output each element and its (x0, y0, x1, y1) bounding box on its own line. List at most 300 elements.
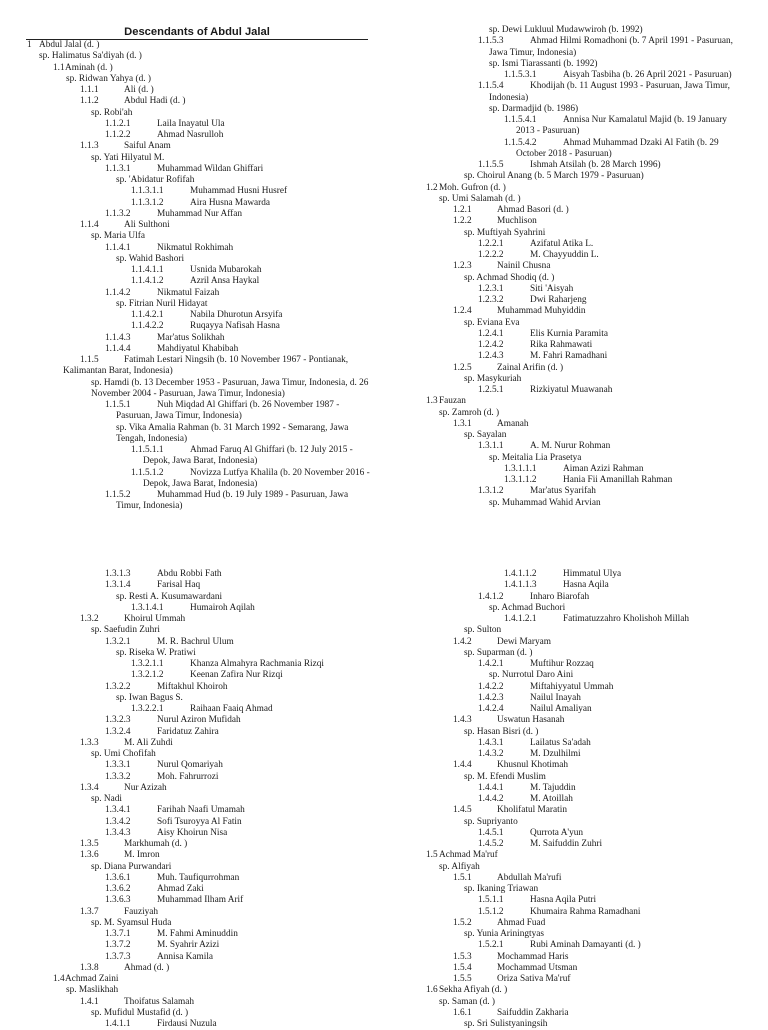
descendant-entry (400, 749, 768, 760)
tree-column-3 (0, 569, 368, 1030)
generation-number: 1.3.2.1.1 (131, 659, 164, 669)
entry-continuation (400, 48, 768, 59)
descendant-entry (400, 873, 768, 884)
person-name: Fauziyah (124, 906, 159, 917)
spouse-name: sp. Sulton (464, 625, 502, 636)
descendant-entry (400, 738, 768, 749)
person-name: Abdullah Ma'rufi (497, 872, 562, 883)
generation-number: 1.3.4.2 (105, 816, 131, 827)
entry-continuation (0, 479, 368, 490)
spouse-entry (400, 625, 768, 636)
generation-number: 1.1.5.1 (105, 400, 131, 410)
entry-continuation (400, 126, 768, 137)
generation-number: 1.2.4.1 (478, 328, 504, 339)
person-name: Muh. Taufiqurrohman (157, 872, 240, 883)
descendant-entry (0, 1019, 368, 1030)
descendant-entry (400, 850, 768, 861)
person-name: Achmad Ma'ruf (439, 850, 498, 861)
spouse-name: sp. Muftiyah Syahrini (464, 227, 546, 238)
descendant-entry (0, 468, 368, 479)
generation-number: 1.4.2.1 (478, 659, 504, 669)
descendant-entry (400, 441, 768, 452)
generation-number: 1 (27, 40, 32, 50)
generation-number: 1.2.1 (453, 205, 472, 215)
spouse-name: sp. Ismi Tiarassanti (b. 1992) (489, 58, 598, 69)
person-name: Nurul Qomariyah (157, 760, 223, 771)
generation-number: 1.3.1.3 (105, 569, 131, 579)
descendant-entry (0, 614, 368, 625)
descendant-entry (400, 486, 768, 497)
descendant-entry (0, 772, 368, 783)
spouse-name: sp. Halimatus Sa'diyah (d. ) (39, 51, 142, 62)
spouse-name: sp. Eviana Eva (464, 317, 520, 328)
descendant-entry (0, 243, 368, 254)
person-name: Zainal Arifin (d. ) (497, 362, 564, 373)
descendant-entry (0, 130, 368, 141)
spouse-name: sp. M. Syamsul Huda (91, 917, 172, 928)
spouse-name: sp. Suparman (d. ) (464, 647, 533, 658)
descendant-entry (0, 186, 368, 197)
descendant-entry (0, 929, 368, 940)
spouse-entry (400, 603, 768, 614)
descendant-entry (400, 963, 768, 974)
page-title: Descendants of Abdul Jalal (26, 25, 368, 40)
person-name: Aiman Azizi Rahman (563, 463, 644, 474)
descendant-entry (400, 363, 768, 374)
descendant-entry (400, 985, 768, 996)
spouse-entry (0, 74, 368, 85)
person-name: Humairoh Aqilah (190, 602, 255, 613)
tree-column-4 (400, 569, 768, 1030)
generation-number: 1.2.4.3 (478, 351, 504, 362)
descendant-entry (400, 81, 768, 92)
descendant-entry (0, 839, 368, 850)
continuation-text: Depok, Jawa Barat, Indonesia) (143, 478, 258, 489)
person-name: Laila Inayatul Ula (157, 118, 225, 129)
person-name: A. M. Nurur Rohman (530, 441, 611, 452)
spouse-entry (400, 884, 768, 895)
spouse-entry (400, 648, 768, 659)
spouse-entry (400, 929, 768, 940)
person-name: Khumaira Rahma Ramadhani (530, 906, 641, 917)
tree-column-1 (0, 40, 368, 513)
person-name: Nailul Amaliyan (530, 704, 592, 714)
person-name: Nuh Miqdad Al Ghiffari (b. 26 November 1987 - (157, 400, 340, 410)
person-name: Sekha Afiyah (d. ) (439, 985, 508, 996)
spouse-name: sp. Alfiyah (439, 861, 480, 872)
person-name: Raihaan Faaiq Ahmad (190, 704, 273, 714)
person-name: Oriza Sativa Ma'ruf (497, 974, 571, 984)
descendant-entry (0, 963, 368, 974)
descendant-entry (400, 464, 768, 475)
descendant-entry (400, 250, 768, 261)
descendant-entry (0, 704, 368, 715)
descendant-entry (0, 220, 368, 231)
descendant-entry (400, 637, 768, 648)
spouse-entry (0, 648, 368, 659)
generation-number: 1.1.4.2 (105, 287, 131, 298)
generation-number: 1.4.1 (80, 996, 99, 1007)
spouse-name: sp. Darmadjid (b. 1986) (489, 103, 579, 114)
descendant-entry (400, 940, 768, 951)
descendant-entry (400, 794, 768, 805)
spouse-entry (0, 693, 368, 704)
spouse-name: sp. Hasan Bisri (d. ) (464, 726, 539, 737)
person-name: Markhumah (d. ) (124, 839, 188, 849)
descendant-entry (400, 1008, 768, 1019)
person-name: Amanah (497, 418, 529, 429)
person-name: Nabila Dhurotun Arsyifa (190, 310, 283, 320)
spouse-entry (0, 51, 368, 62)
person-name: Khodijah (b. 11 August 1993 - Pasuruan, Jawa Timur, (530, 81, 730, 92)
person-name: Sofi Tsuroyya Al Fatin (157, 816, 242, 827)
spouse-entry (400, 104, 768, 115)
spouse-name: sp. Resti A. Kusumawardani (116, 591, 223, 602)
person-name: Annisa Kamila (157, 951, 214, 962)
descendant-entry (0, 569, 368, 580)
spouse-entry (400, 453, 768, 464)
generation-number: 1.1.5.1.2 (131, 467, 164, 478)
spouse-entry (0, 254, 368, 265)
descendant-entry (400, 385, 768, 396)
person-name: Thoifatus Salamah (124, 996, 194, 1007)
person-name: Ahmad Hilmi Romadhoni (b. 7 April 1991 - Pasuruan, (530, 36, 733, 47)
person-name: Fatimah Lestari Ningsih (b. 10 November 1967 - Pontianak, (124, 355, 349, 365)
generation-number: 1.5.5 (453, 974, 472, 984)
generation-number: 1.3.2.2.1 (131, 704, 164, 714)
generation-number: 1.5 (426, 850, 438, 861)
person-name: Mar'atus Syarifah (530, 486, 596, 497)
person-name: M. Dzulhilmi (530, 749, 581, 759)
spouse-name: sp. Masykuriah (464, 373, 522, 384)
generation-number: 1.1.5.4.1 (504, 115, 537, 125)
person-name: Khusnul Khotimah (497, 760, 569, 771)
descendant-entry (400, 569, 768, 580)
spouse-name: sp. Yunia Ariningtyas (464, 929, 544, 939)
person-name: Fauzan (439, 396, 466, 407)
generation-number: 1.3.6.2 (105, 884, 131, 894)
person-name: Mahdiyatul Khabibah (157, 343, 239, 354)
descendant-entry (400, 839, 768, 850)
descendant-entry (0, 265, 368, 276)
descendant-entry (0, 96, 368, 107)
person-name: M. Tajuddin (530, 782, 576, 793)
spouse-entry (0, 749, 368, 760)
descendant-entry (400, 715, 768, 726)
generation-number: 1.3.1.1.2 (504, 475, 537, 485)
person-name: Farisal Haq (157, 580, 201, 591)
person-name: Ali (d. ) (124, 85, 154, 95)
person-name: Muhammad Nur Affan (157, 208, 243, 219)
person-name: Ahmad Fuad (497, 917, 546, 928)
person-name: Aisy Khoirun Nisa (157, 827, 228, 838)
generation-number: 1.1.4.1.1 (131, 265, 164, 275)
descendant-entry (0, 141, 368, 152)
person-name: M. R. Bachrul Ulum (157, 636, 234, 647)
person-name: M. Ali Zuhdi (124, 737, 173, 748)
descendant-entry (400, 918, 768, 929)
entry-continuation (400, 149, 768, 160)
descendant-entry (0, 907, 368, 918)
generation-number: 1.5.4 (453, 962, 472, 973)
descendant-entry (400, 239, 768, 250)
generation-number: 1.1 (53, 62, 65, 73)
generation-number: 1.3.5 (80, 839, 99, 849)
generation-number: 1.3.4 (80, 782, 99, 793)
descendant-entry (400, 760, 768, 771)
descendant-entry (0, 850, 368, 861)
descendant-entry (0, 952, 368, 963)
spouse-name: sp. Dewi Lukluul Mudawwiroh (b. 1992) (489, 25, 643, 35)
descendant-entry (0, 670, 368, 681)
person-name: Keenan Zafira Nur Rizqi (190, 670, 283, 681)
person-name: Nailul Inayah (530, 692, 581, 703)
descendant-entry (400, 115, 768, 126)
generation-number: 1.2 (426, 182, 438, 193)
person-name: Firdausi Nuzula (157, 1019, 217, 1029)
generation-number: 1.2.3.1 (478, 283, 504, 294)
generation-number: 1.1.5 (80, 355, 99, 365)
generation-number: 1.1.5.2 (105, 490, 131, 500)
generation-number: 1.1.3.1.2 (131, 197, 164, 208)
person-name: Farihah Naafi Umamah (157, 805, 245, 816)
person-name: Dwi Raharjeng (530, 295, 587, 305)
generation-number: 1.4.1.1.3 (504, 580, 537, 591)
person-name: Moh. Gufron (d. ) (439, 182, 506, 193)
spouse-name: sp. Wahid Bashori (116, 253, 185, 264)
generation-number: 1.2.5.1 (478, 385, 504, 395)
generation-number: 1.1.5.4 (478, 81, 504, 92)
generation-number: 1.3.3 (80, 737, 99, 748)
descendant-entry (0, 783, 368, 794)
spouse-name: sp. Supriyanto (464, 816, 518, 827)
person-name: Abdu Robbi Fath (157, 569, 222, 579)
entry-continuation (0, 366, 368, 377)
person-name: Rika Rahmawati (530, 340, 593, 350)
spouse-name: sp. Yati Hilyatul M. (91, 152, 165, 163)
person-name: Mochammad Haris (497, 951, 569, 962)
spouse-entry (400, 25, 768, 36)
descendant-entry (400, 261, 768, 272)
generation-number: 1.3.7.2 (105, 940, 131, 951)
spouse-entry (0, 1008, 368, 1019)
generation-number: 1.4.3.1 (478, 737, 504, 748)
person-name: Nur Azizah (124, 782, 167, 793)
generation-number: 1.3.2.1.2 (131, 670, 164, 681)
generation-number: 1.2.4 (453, 306, 472, 317)
generation-number: 1.2.4.2 (478, 340, 504, 350)
spouse-entry (400, 171, 768, 182)
descendant-entry (400, 329, 768, 340)
spouse-name: sp. Mufidul Mustafid (d. ) (91, 1007, 189, 1018)
continuation-text: Jawa Timur, Indonesia) (489, 47, 577, 58)
descendant-entry (400, 659, 768, 670)
spouse-name: sp. 'Abidatur Rofifah (116, 175, 195, 185)
descendant-entry (400, 783, 768, 794)
spouse-name: sp. Umi Salamah (d. ) (439, 193, 521, 204)
person-name: Ahmad Basori (d. ) (497, 205, 569, 215)
person-name: Aira Husna Mawarda (190, 197, 271, 208)
generation-number: 1.1.4.1.2 (131, 276, 164, 287)
descendant-entry (0, 715, 368, 726)
generation-number: 1.3.1.4 (105, 580, 131, 591)
spouse-name: sp. Nurrotul Daro Aini (489, 670, 574, 681)
descendant-entry (0, 974, 368, 985)
person-name: Hasna Aqila Putri (530, 895, 597, 906)
person-name: Muhammad Muhyiddin (497, 306, 586, 317)
spouse-name: sp. Fitrian Nuril Hidayat (116, 298, 208, 309)
generation-number: 1.3.8 (80, 962, 99, 973)
descendant-entry (0, 321, 368, 332)
generation-number: 1.5.1 (453, 872, 472, 883)
descendant-entry (400, 216, 768, 227)
spouse-name: sp. Ridwan Yahya (d. ) (66, 73, 151, 84)
person-name: Miftahiyyatul Ummah (530, 681, 614, 692)
person-name: Ahmad Faruq Al Ghiffari (b. 12 July 2015 - (190, 445, 353, 455)
person-name: Muhammad Hud (b. 19 July 1989 - Pasuruan, Jawa (157, 490, 349, 500)
generation-number: 1.1.3.1 (105, 163, 131, 174)
generation-number: 1.3.1.1 (478, 441, 504, 452)
spouse-entry (0, 231, 368, 242)
spouse-name: sp. Robi'ah (91, 107, 133, 118)
person-name: Muchlison (497, 216, 537, 227)
spouse-name: sp. Maria Ulfa (91, 231, 145, 242)
generation-number: 1.4.2.2 (478, 681, 504, 692)
generation-number: 1.2.2 (453, 216, 472, 227)
descendant-entry (400, 805, 768, 816)
descendant-entry (0, 85, 368, 96)
descendant-entry (0, 164, 368, 175)
descendant-entry (400, 475, 768, 486)
descendant-entry (400, 351, 768, 362)
generation-number: 1.2.5 (453, 362, 472, 373)
spouse-entry (0, 985, 368, 996)
spouse-entry (400, 228, 768, 239)
spouse-entry (0, 175, 368, 186)
spouse-entry (0, 625, 368, 636)
person-name: Faridatuz Zahira (157, 726, 219, 737)
tree-column-2 (400, 25, 768, 509)
descendant-entry (0, 738, 368, 749)
entry-continuation (0, 434, 368, 445)
generation-number: 1.3.7 (80, 906, 99, 917)
generation-number: 1.3.6.3 (105, 895, 131, 906)
spouse-entry (400, 498, 768, 509)
generation-number: 1.3.6 (80, 850, 99, 861)
person-name: M. Atoillah (530, 794, 573, 804)
spouse-entry (400, 194, 768, 205)
descendant-entry (0, 659, 368, 670)
continuation-text: Kalimantan Barat, Indonesia) (63, 366, 173, 377)
continuation-text: Depok, Jawa Barat, Indonesia) (143, 456, 258, 467)
descendant-entry (0, 637, 368, 648)
spouse-entry (400, 1019, 768, 1030)
generation-number: 1.4.2 (453, 636, 472, 647)
generation-number: 1.4.3 (453, 715, 472, 726)
person-name: Nurul Aziron Mufidah (157, 715, 241, 726)
person-name: M. Saifuddin Zuhri (530, 839, 603, 849)
person-name: Ahmad Zaki (157, 884, 204, 894)
generation-number: 1.1.2 (80, 96, 99, 107)
generation-number: 1.4.3.2 (478, 749, 504, 759)
person-name: Rubi Aminah Damayanti (d. ) (530, 940, 641, 951)
spouse-name: sp. Achmad Buchori (489, 602, 566, 613)
person-name: Achmad Zaini (65, 974, 119, 984)
continuation-text: November 2004 - Pasuruan, Jawa Timur, Indonesia) (91, 388, 285, 399)
generation-number: 1.1.2.2 (105, 130, 131, 140)
entry-continuation (0, 411, 368, 422)
generation-number: 1.1.2.1 (105, 118, 131, 129)
person-name: Rizkiyatul Muawanah (530, 385, 613, 395)
descendant-entry (400, 396, 768, 407)
generation-number: 1.4 (53, 974, 65, 984)
generation-number: 1.1.4.3 (105, 332, 131, 343)
person-name: Novizza Lutfya Khalila (b. 20 November 2016 - (190, 467, 370, 478)
descendant-entry (400, 36, 768, 47)
descendant-entry (0, 884, 368, 895)
spouse-entry (400, 430, 768, 441)
spouse-entry (0, 794, 368, 805)
spouse-entry (400, 817, 768, 828)
continuation-text: Indonesia) (489, 92, 529, 103)
descendant-entry (0, 727, 368, 738)
generation-number: 1.5.1.2 (478, 906, 504, 917)
generation-number: 1.3.2.3 (105, 715, 131, 726)
generation-number: 1.1.5.1.1 (131, 445, 164, 455)
generation-number: 1.5.1.1 (478, 895, 504, 906)
descendant-entry (400, 205, 768, 216)
person-name: Nainil Chusna (497, 261, 551, 272)
descendant-entry (0, 828, 368, 839)
generation-number: 1.4.5.1 (478, 827, 504, 838)
spouse-entry (0, 862, 368, 873)
descendant-entry (0, 997, 368, 1008)
person-name: Ishmah Atsilah (b. 28 March 1996) (530, 160, 661, 170)
person-name: Muftihur Rozzaq (530, 659, 594, 669)
generation-number: 1.3.2 (80, 614, 99, 624)
spouse-name: sp. Saman (d. ) (439, 996, 496, 1007)
person-name: Aisyah Tasbiha (b. 26 April 2021 - Pasuruan) (563, 70, 732, 80)
generation-number: 1.4.5.2 (478, 839, 504, 849)
person-name: Ahmad (d. ) (124, 962, 170, 973)
generation-number: 1.1.3.1.1 (131, 186, 164, 197)
descendant-entry (0, 580, 368, 591)
person-name: Uswatun Hasanah (497, 715, 565, 726)
descendant-entry (400, 614, 768, 625)
person-name: Azril Ansa Haykal (190, 276, 260, 287)
generation-number: 1.1.5.5 (478, 160, 504, 170)
descendant-entry (0, 40, 368, 51)
spouse-entry (0, 918, 368, 929)
person-name: Moh. Fahrurrozi (157, 771, 219, 782)
descendant-entry (0, 817, 368, 828)
continuation-text: Tengah, Indonesia) (116, 433, 188, 444)
person-name: Lailatus Sa'adah (530, 737, 591, 748)
generation-number: 1.3.4.3 (105, 827, 131, 838)
person-name: M. Syahrir Azizi (157, 940, 220, 951)
descendant-entry (400, 295, 768, 306)
generation-number: 1.3.7.1 (105, 929, 131, 939)
generation-number: 1.4.2.4 (478, 704, 504, 714)
descendant-entry (0, 119, 368, 130)
generation-number: 1.3.7.3 (105, 951, 131, 962)
generation-number: 1.3.1.2 (478, 486, 504, 497)
descendant-entry (0, 682, 368, 693)
person-name: Nikmatul Rokhimah (157, 242, 234, 253)
person-name: Qurrota A'yun (530, 827, 584, 838)
descendant-entry (400, 592, 768, 603)
generation-number: 1.3.1.1.1 (504, 463, 537, 474)
